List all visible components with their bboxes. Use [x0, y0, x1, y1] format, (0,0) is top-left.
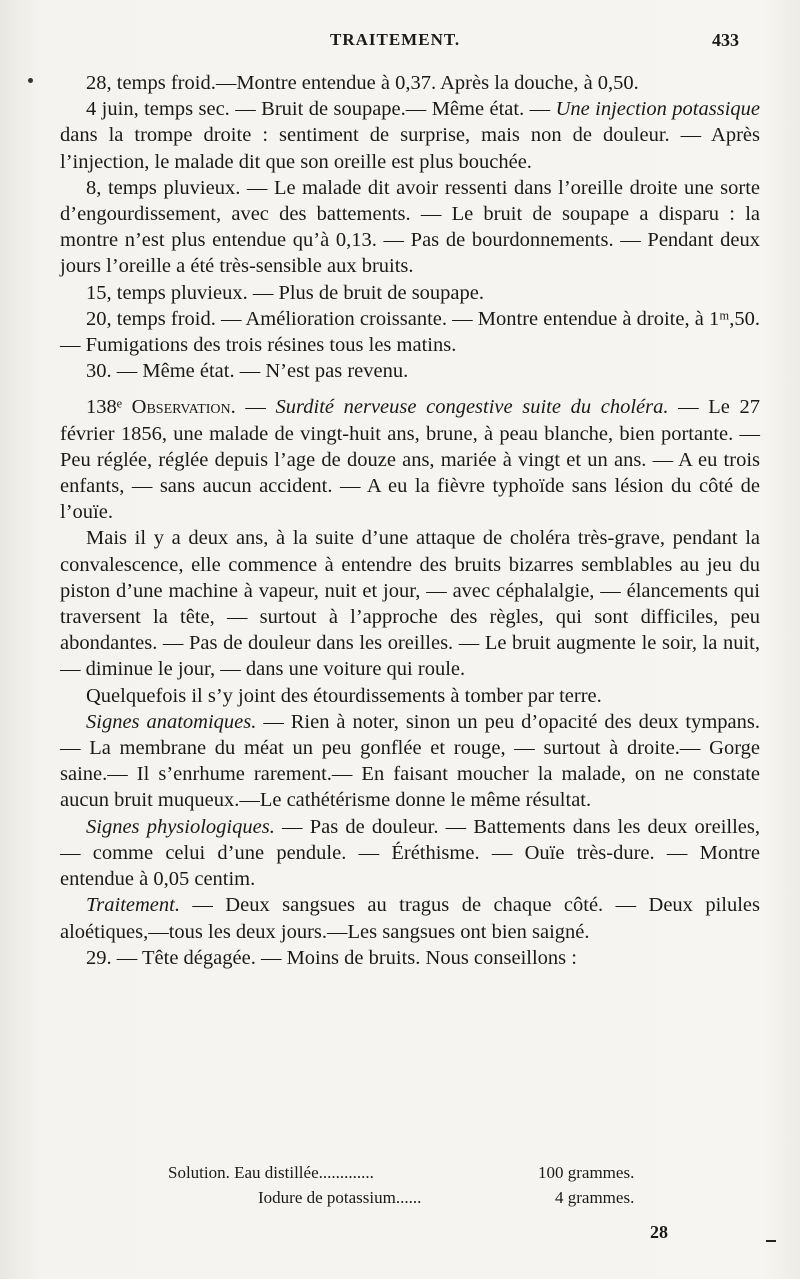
signature-mark: 28: [650, 1222, 668, 1242]
entry-text-cont: dans la trompe droite : sentiment de surprise, mais non de douleur. — Après l’injection, le malade dit que son oreille est plus bouchée.: [60, 124, 760, 173]
margin-dash: [766, 1240, 776, 1242]
paragraph-entry-30: [60, 358, 760, 384]
dizziness-text: Quelquefois il s’y joint des étourdissements à tomber par terre.: [86, 684, 602, 707]
paragraph-history: [60, 525, 760, 682]
entry-text: 20, temps froid. — Amélioration croissante. — Montre entendue à droite, à 1ᵐ,50. — Fumigations des trois résines tous les matins.: [60, 307, 760, 357]
prescription: [60, 1160, 760, 1210]
paragraph-entry-20: [60, 306, 760, 358]
treatment-label: Traitement.: [86, 894, 180, 917]
anatomical-signs-text: — Rien à noter, sinon un peu d’opacité des deux tympans. — La membrane du méat un peu gonflée et rouge, — surtout à droite.— Gorge saine.— Il s’enrhume rarement.— En faisant moucher la malade, on ne constate aucun bruit muqueux.—Le cathétérisme donne le même résultat.: [60, 710, 761, 812]
observation-heading-paragraph: [60, 394, 760, 525]
paragraph-physiological-signs: [60, 814, 760, 893]
entry-text: 30. — Même état. — N’est pas revenu.: [86, 360, 409, 383]
injection-phrase: Une injection potassique: [555, 98, 760, 121]
prescription-row: [60, 1160, 760, 1185]
paragraph-entry-4-juin: [60, 96, 760, 175]
paragraph-entry-29: [60, 945, 760, 971]
entry-text: 29. — Tête dégagée. — Moins de bruits. Nous conseillons :: [86, 946, 577, 969]
entry-text: 15, temps pluvieux. — Plus de bruit de soupape.: [86, 281, 484, 304]
prescription-quantity: 4 grammes.: [555, 1188, 635, 1207]
page-header: [0, 30, 800, 58]
anatomical-signs-label: Signes anatomiques.: [86, 710, 257, 733]
observation-label: Observation.: [131, 396, 236, 419]
paragraph-entry-28: [60, 70, 760, 96]
physiological-signs-text: — Pas de douleur. — Battements dans les deux oreilles, — comme celui d’une pendule. — Éréthisme. — Ouïe très-dure. — Montre entendue à 0,05 centim.: [60, 815, 760, 891]
physiological-signs-label: Signes physiologiques.: [86, 815, 275, 838]
observation-text: — Le 27 février 1856, une malade de vingt-huit ans, brune, à peau blanche, bien portante. — Peu réglée, réglée depuis l’age de douze ans, mariée à vingt et un ans. — A eu trois enfants, — sans aucun accident. — A eu la fièvre typhoïde sans lésion du côté de l’ouïe.: [60, 396, 760, 524]
observation-dash: —: [235, 396, 276, 419]
paragraph-anatomical-signs: [60, 709, 760, 814]
paragraph-entry-15: [60, 280, 760, 306]
prescription-row: [60, 1185, 760, 1210]
observation-number: 138ᵉ: [86, 396, 132, 419]
prescription-quantity: 100 grammes.: [538, 1163, 635, 1182]
entry-text: 28, temps froid.—Montre entendue à 0,37. Après la douche, à 0,50.: [86, 72, 639, 94]
paragraph-treatment: [60, 892, 760, 944]
page-number: 433: [712, 30, 739, 50]
history-text: Mais il y a deux ans, à la suite d’une attaque de choléra très-grave, pendant la convalescence, elle commence à entendre des bruits bizarres semblables au jeu du piston d’une machine à vapeur, nuit et jour, — avec céphalalgie, — élancements qui traversent la tête, — surtout à l’approche des règles, qui sont difficiles, peu abondantes. — Pas de douleur dans les oreilles. — Le bruit augmente le soir, la nuit, — diminue le jour, — dans une voiture qui roule.: [60, 527, 760, 681]
observation-title: Surdité nerveuse congestive suite du choléra.: [275, 396, 669, 419]
entry-text: 8, temps pluvieux. — Le malade dit avoir ressenti dans l’oreille droite une sorte d’engourdissement, avec des battements. — Le bruit de soupape a disparu : la montre n’est plus entendue qu’à 0,13. — Pas de bourdonnements. — Pendant deux jours l’oreille a été très-sensible aux bruits.: [60, 176, 760, 278]
running-title: TRAITEMENT.: [330, 30, 461, 49]
paragraph-dizziness: [60, 683, 760, 709]
print-speck: [28, 78, 33, 83]
prescription-item: Iodure de potassium......: [258, 1188, 422, 1207]
treatment-text: — Deux sangsues au tragus de chaque côté. — Deux pilules aloétiques,—tous les deux jours.—Les sangsues ont bien saigné.: [60, 894, 760, 943]
prescription-item: Solution. Eau distillée.............: [168, 1163, 374, 1182]
entry-text: 4 juin, temps sec. — Bruit de soupape.— Même état. —: [86, 98, 556, 121]
paragraph-entry-8: [60, 175, 760, 280]
text-body: [60, 70, 760, 971]
